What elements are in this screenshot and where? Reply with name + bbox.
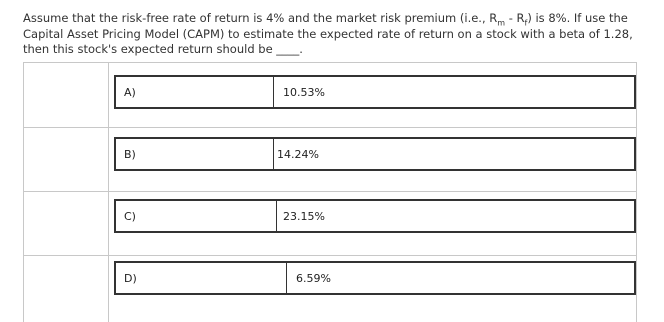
option-divider — [276, 201, 277, 231]
question-line-1-part-c: ) is 8%. If use the — [527, 11, 628, 25]
table-row-divider — [24, 255, 636, 256]
option-divider — [286, 263, 287, 293]
question-line-1-part-b: - R — [505, 11, 525, 25]
table-column-divider — [108, 63, 109, 322]
question-line-3: then this stock's expected return should be ____. — [23, 42, 303, 56]
question-text — [23, 11, 653, 58]
question-line-1-part-a: Assume that the risk-free rate of return is 4% and the market risk premium (i.e., R — [23, 11, 498, 25]
option-a-value: 10.53% — [283, 86, 325, 99]
option-a[interactable] — [114, 75, 636, 109]
option-c-value: 23.15% — [283, 210, 325, 223]
option-b-letter: B) — [124, 148, 136, 161]
option-b-value: 14.24% — [277, 148, 319, 161]
option-d-value: 6.59% — [296, 272, 331, 285]
option-divider — [273, 139, 274, 169]
option-divider — [273, 77, 274, 107]
question-line-1 — [23, 11, 653, 27]
question-line-2: Capital Asset Pricing Model (CAPM) to estimate the expected rate of return on a stock with a beta of 1.28, — [23, 26, 633, 41]
option-d[interactable] — [114, 261, 636, 295]
subscript-m: m — [497, 18, 506, 28]
table-row-divider — [24, 127, 636, 128]
table-row-divider — [24, 191, 636, 192]
answer-table — [23, 62, 637, 322]
option-d-letter: D) — [124, 272, 137, 285]
option-b[interactable] — [114, 137, 636, 171]
option-c[interactable] — [114, 199, 636, 233]
subscript-f: f — [524, 18, 528, 28]
option-c-letter: C) — [124, 210, 136, 223]
option-a-letter: A) — [124, 86, 136, 99]
